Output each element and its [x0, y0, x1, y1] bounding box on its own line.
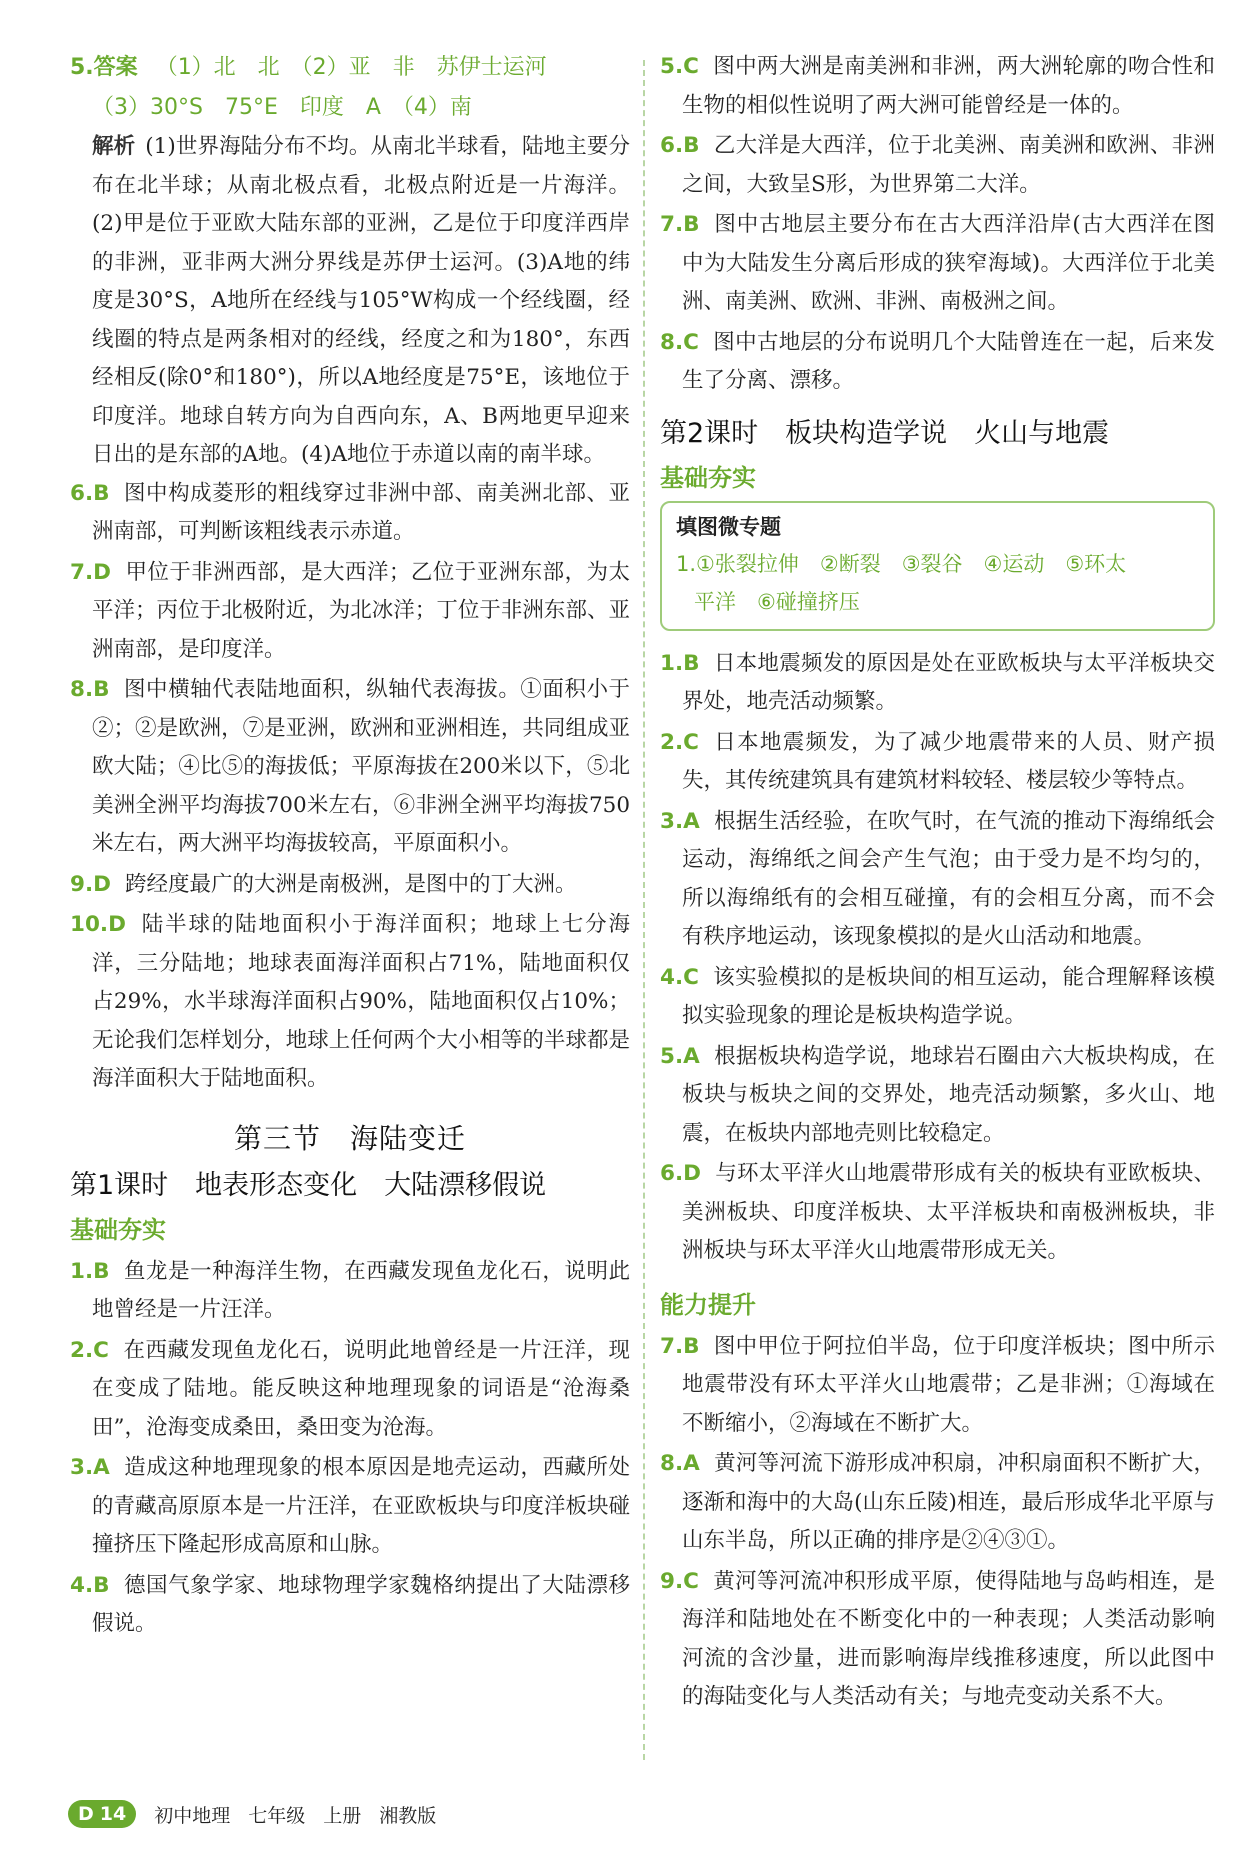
q5-num-and-label: [70, 55, 138, 80]
answer-number: 9.D: [70, 871, 111, 897]
answer-explanation: 黄河等河流下游形成冲积扇，冲积扇面积不断扩大，逐渐和海中的大岛(山东丘陵)相连，最后形成华北平原与山东半岛，所以正确的排序是②④③①。: [682, 1451, 1215, 1553]
left-answer-list-2: [70, 1253, 630, 1644]
right-answer-list-3: [660, 1328, 1215, 1717]
lesson-2-title: 第2课时 板块构造学说 火山与地震: [660, 417, 1110, 449]
answer-number: 7.B: [660, 1333, 700, 1359]
answer-number: 6.D: [660, 1161, 701, 1186]
answer-item: [660, 803, 1215, 957]
answer-explanation: 该实验模拟的是板块间的相互运动，能合理解释该模拟实验现象的理论是板块构造学说。: [682, 964, 1215, 1028]
answer-number: 7.D: [70, 559, 111, 585]
fill-map-line-1: 1.①张裂拉伸 ②断裂 ③裂谷 ④运动 ⑤环太: [676, 551, 1127, 576]
answer-item: [660, 324, 1215, 401]
answer-explanation: 造成这种地理现象的根本原因是地壳运动，西藏所处的青藏高原原本是一片汪洋，在亚欧板块与印度洋板块碰撞挤压下隆起形成高原和山脉。: [92, 1455, 630, 1557]
answer-5-line-2: （3）30°S 75°E 印度 A （4）南: [92, 95, 472, 120]
answer-item: [660, 645, 1215, 722]
analysis-label: 解析: [92, 134, 136, 159]
answer-item: [660, 1563, 1215, 1717]
answer-explanation: 鱼龙是一种海洋生物，在西藏发现鱼龙化石，说明此地曾经是一片汪洋。: [92, 1258, 630, 1322]
answer-explanation: 根据板块构造学说，地球岩石圈由六大板块构成，在板块与板块之间的交界处，地壳活动频繁，多火山、地震，在板块内部地壳则比较稳定。: [682, 1043, 1215, 1146]
right-answer-list-1: [660, 48, 1215, 401]
answer-item: [70, 671, 630, 864]
answer-explanation: 跨经度最广的大洲是南极洲，是图中的丁大洲。: [124, 871, 577, 897]
fill-map-title: 填图微专题: [676, 514, 781, 539]
answer-item: [70, 475, 630, 552]
fill-map-box: [660, 501, 1215, 631]
answer-number: 9.C: [660, 1568, 699, 1594]
answer-explanation: 陆半球的陆地面积小于海洋面积；地球上七分海洋，三分陆地；地球表面海洋面积占71%，陆地面积仅占29%，水半球海洋面积占90%，陆地面积仅占10%；无论我们怎样划分，地球上任何两个大小相等的半球都是海洋面积大于陆地面积。: [92, 912, 630, 1091]
footer-subject: 初中地理: [154, 1804, 231, 1827]
answer-explanation: 图中甲位于阿拉伯半岛，位于印度洋板块；图中所示地震带没有环太平洋火山地震带；乙是非洲；①海域在不断缩小，②海域在不断扩大。: [682, 1333, 1215, 1436]
sub-title-basic: 基础夯实: [70, 1215, 166, 1244]
footer-grade: 七年级: [248, 1804, 306, 1827]
answer-explanation: 在西藏发现鱼龙化石，说明此地曾经是一片汪洋，现在变成了陆地。能反映这种地理现象的词语是“沧海桑田”，沧海变成桑田，桑田变为沧海。: [92, 1337, 630, 1440]
answer-number: 4.C: [660, 964, 699, 990]
analysis-5: [70, 128, 630, 475]
question-5: [70, 48, 630, 475]
answer-item: [660, 1155, 1215, 1271]
sub-title-advanced: 能力提升: [660, 1290, 756, 1319]
page-badge: [68, 1800, 136, 1828]
answer-item: [660, 48, 1215, 125]
column-divider: [643, 60, 645, 1760]
answer-explanation: 乙大洋是大西洋，位于北美洲、南美洲和欧洲、非洲之间，大致呈S形，为世界第二大洋。: [682, 133, 1215, 197]
answer-explanation: 甲位于非洲西部，是大西洋；乙位于亚洲东部，为太平洋；丙位于北极附近，为北冰洋；丁位于非洲东部、亚洲南部，是印度洋。: [92, 559, 630, 662]
answer-explanation: 日本地震频发的原因是处在亚欧板块与太平洋板块交界处，地壳活动频繁。: [682, 650, 1215, 714]
footer-volume: 上册: [323, 1804, 362, 1827]
answer-number: 7.B: [660, 212, 700, 237]
answer-number: 5.C: [660, 54, 699, 79]
answer-explanation: 根据生活经验，在吹气时，在气流的推动下海绵纸会运动，海绵纸之间会产生气泡；由于受力是不均匀的，所以海绵纸有的会相互碰撞，有的会相互分离，而不会有秩序地运动，该现象模拟的是火山活动和地震。: [682, 808, 1215, 949]
answer-explanation: 图中古地层主要分布在古大西洋沿岸(古大西洋在图中为大陆发生分离后形成的狭窄海域)。大西洋位于北美洲、南美洲、欧洲、非洲、南极洲之间。: [682, 212, 1215, 314]
answer-item: [660, 127, 1215, 204]
answer-number: 3.A: [70, 1455, 110, 1480]
answer-explanation: 日本地震频发，为了减少地震带来的人员、财产损失，其传统建筑具有建筑材料较轻、楼层较少等特点。: [682, 729, 1215, 793]
badge-letter: D: [78, 1803, 94, 1825]
answer-number: 8.B: [70, 677, 110, 702]
analysis-5-text: (1)世界海陆分布不均。从南北半球看，陆地主要分布在北半球；从南北极点看，北极点附近是一片海洋。(2)甲是位于亚欧大陆东部的亚洲，乙是位于印度洋西岸的非洲，亚非两大洲分界线是苏伊士运河。(3)A地的纬度是30°S，A地所在经线与105°W构成一个经线圈，经线圈的特点是两条相对的经线，经度之和为180°，东西经相反(除0°和180°)，所以A地经度是75°E，该地位于印度洋。地球自转方向为自西向东，A、B两地更早迎来日出的是东部的A地。(4)A地位于赤道以南的南半球。: [92, 134, 630, 467]
lesson-1-title: 第1课时 地表形态变化 大陆漂移假说: [70, 1169, 547, 1201]
answer-explanation: 图中两大洲是南美洲和非洲，两大洲轮廓的吻合性和生物的相似性说明了两大洲可能曾经是一体的。: [682, 54, 1215, 118]
answer-explanation: 图中横轴代表陆地面积，纵轴代表海拔。①面积小于②；②是欧洲，⑦是亚洲，欧洲和亚洲相连，共同组成亚欧大陆；④比⑤的海拔低；平原海拔在200米以下，⑤北美洲全洲平均海拔700米左右，⑥非洲全洲平均海拔750米左右，两大洲平均海拔较高，平原面积小。: [92, 677, 630, 856]
answer-number: 5.A: [660, 1043, 700, 1069]
section-title: 第三节 海陆变迁: [233, 1121, 466, 1155]
right-column: [660, 48, 1215, 1719]
answer-item: [660, 1038, 1215, 1154]
left-column: [70, 48, 630, 1646]
answer-item: [70, 1449, 630, 1565]
answer-number: 8.A: [660, 1451, 700, 1476]
answer-explanation: 与环太平洋火山地震带形成有关的板块有亚欧板块、美洲板块、印度洋板块、太平洋板块和南极洲板块，非洲板块与环太平洋火山地震带形成无关。: [682, 1161, 1215, 1263]
answer-5-text-1: （1）北 北 （2）亚 非 苏伊士运河: [155, 55, 547, 80]
answer-item: [660, 959, 1215, 1036]
answer-number: 2.C: [70, 1337, 109, 1363]
answer-explanation: 图中构成菱形的粗线穿过非洲中部、南美洲北部、亚洲南部，可判断该粗线表示赤道。: [92, 480, 630, 544]
answer-item: [660, 724, 1215, 801]
page-footer: [68, 1800, 454, 1828]
footer-edition: 湘教版: [379, 1804, 437, 1827]
answer-explanation: 黄河等河流冲积形成平原，使得陆地与岛屿相连，是海洋和陆地处在不断变化中的一种表现；人类活动影响河流的含沙量，进而影响海岸线推移速度，所以此图中的海陆变化与人类活动有关；与地壳变动关系不大。: [682, 1568, 1215, 1709]
answer-number: 8.C: [660, 329, 699, 355]
answer-number: 6.B: [70, 480, 110, 506]
answer-number: 4.B: [70, 1572, 110, 1598]
q5-number: 5.: [70, 55, 94, 80]
answer-item: [70, 906, 630, 1099]
answer-explanation: 图中古地层的分布说明几个大陆曾连在一起，后来发生了分离、漂移。: [682, 329, 1215, 393]
answer-item: [70, 1567, 630, 1644]
fill-map-line-2: 平洋 ⑥碰撞挤压: [694, 589, 860, 614]
answer-number: 1.B: [660, 650, 700, 676]
answer-label: 答案: [93, 55, 138, 80]
answer-item: [70, 1253, 630, 1330]
answer-explanation: 德国气象学家、地球物理学家魏格纳提出了大陆漂移假说。: [92, 1572, 630, 1636]
right-answer-list-2: [660, 645, 1215, 1271]
answer-number: 3.A: [660, 808, 700, 834]
answer-5-line-1: [70, 48, 630, 88]
answer-item: [660, 206, 1215, 322]
answer-item: [70, 554, 630, 670]
answer-item: [660, 1328, 1215, 1444]
answer-item: [660, 1445, 1215, 1561]
sub-title-basic-2: 基础夯实: [660, 463, 756, 492]
answer-number: 10.D: [70, 912, 126, 937]
page-number: 14: [99, 1803, 127, 1825]
answer-number: 6.B: [660, 133, 700, 158]
left-answer-list-1: [70, 475, 630, 1099]
answer-item: [70, 866, 630, 905]
answer-number: 1.B: [70, 1258, 110, 1284]
answer-number: 2.C: [660, 729, 699, 755]
answer-item: [70, 1332, 630, 1448]
